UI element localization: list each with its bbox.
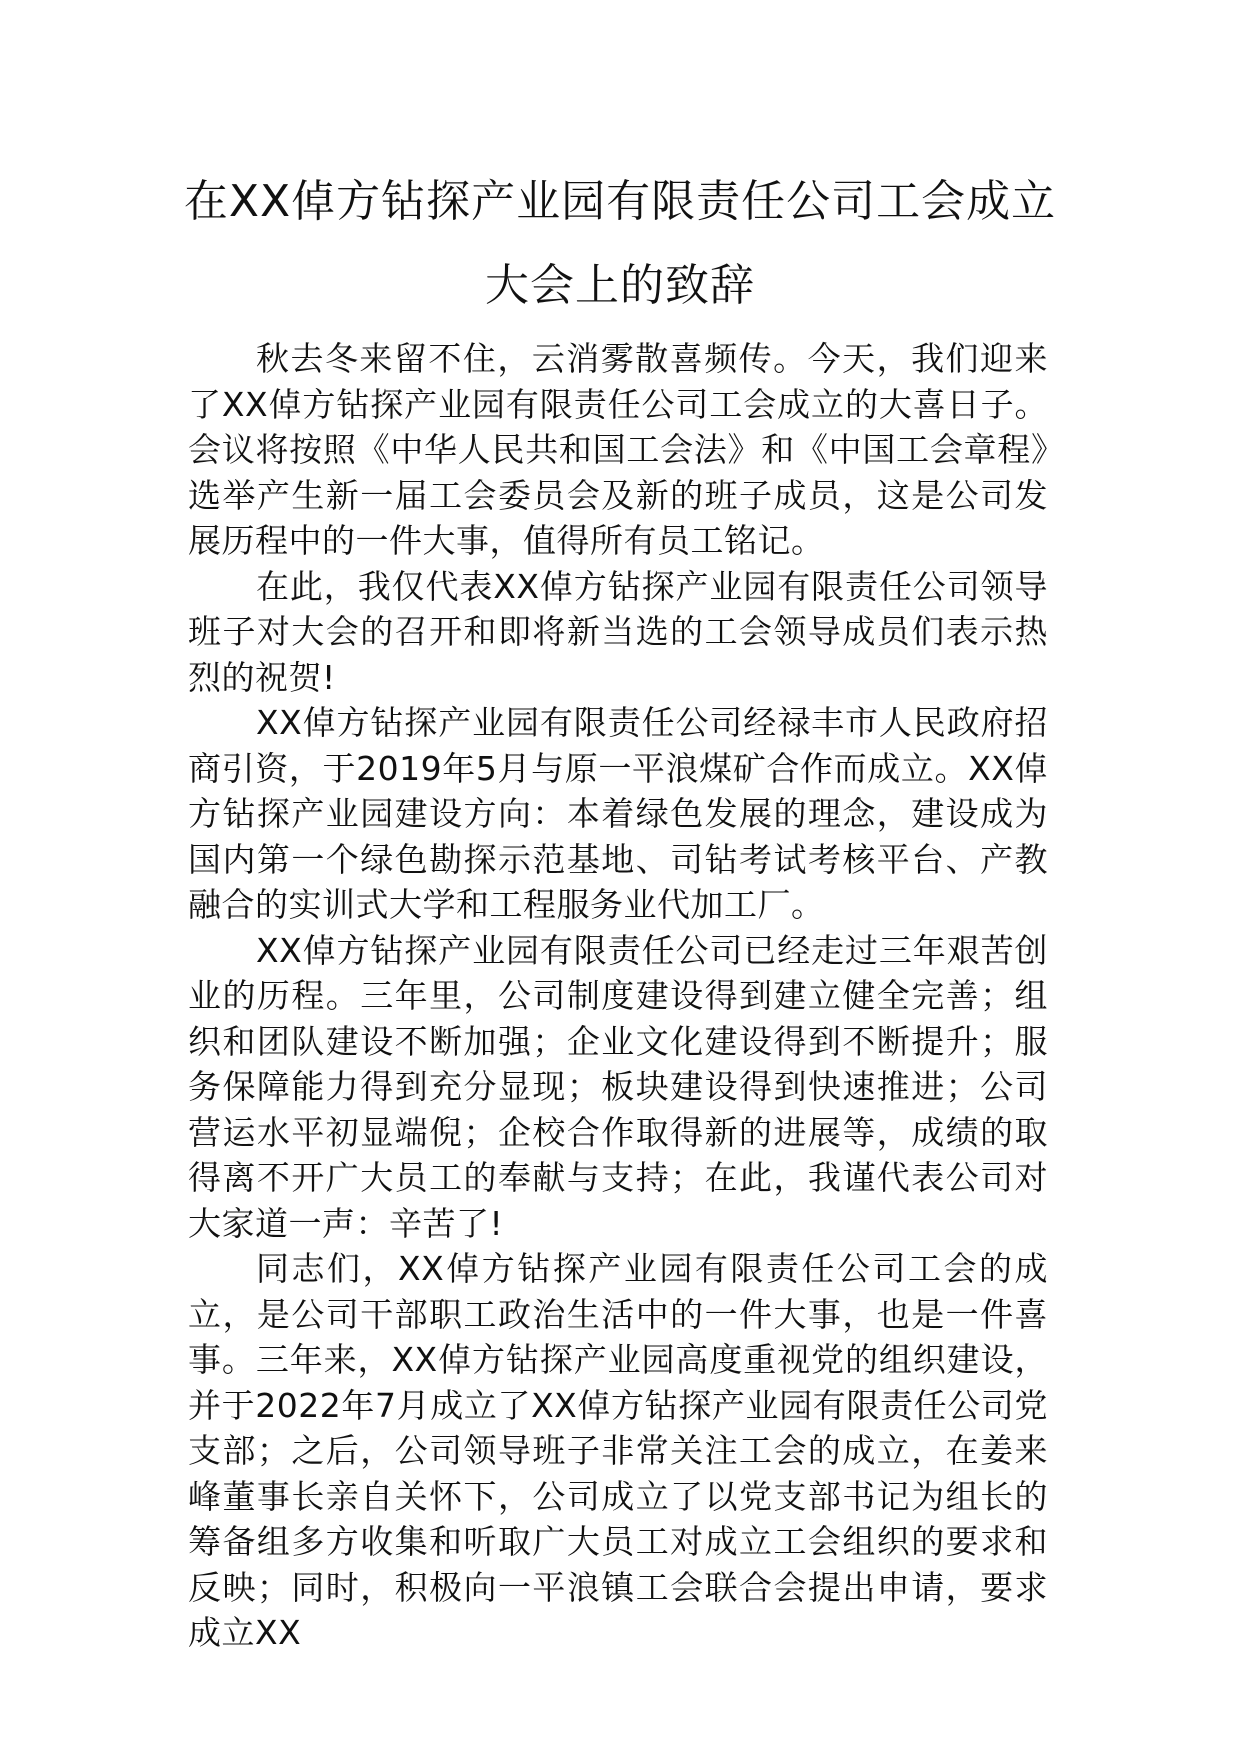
paragraph-5: 同志们，XX倬方钻探产业园有限责任公司工会的成立，是公司干部职工政治生活中的一件大事，也是一件喜事。三年来，XX倬方钻探产业园高度重视党的组织建设，并于2022年7月成立了XX倬方钻探产业园有限责任公司党支部；之后，公司领导班子非常关注工会的成立，在姜来峰董事长亲自关怀下，公司成立了以党支部书记为组长的筹备组多方收集和听取广大员工对成立工会组织的要求和反映；同时，积极向一平浪镇工会联合会提出申请，要求成立XX — [188, 1249, 1048, 1652]
paragraph-1: 秋去冬来留不住，云消雾散喜频传。今天，我们迎来了XX倬方钻探产业园有限责任公司工会成立的大喜日子。会议将按照《中华人民共和国工会法》和《中国工会章程》选举产生新一届工会委员会及新的班子成员，这是公司发展历程中的一件大事，值得所有员工铭记。 — [188, 339, 1048, 560]
document-title: 在XX倬方钻探产业园有限责任公司工会成立大会上的致辞 — [183, 176, 1057, 311]
paragraph-4: XX倬方钻探产业园有限责任公司已经走过三年艰苦创业的历程。三年里，公司制度建设得到建立健全完善；组织和团队建设不断加强；企业文化建设得到不断提升；服务保障能力得到充分显现；板块建设得到快速推进；公司营运水平初显端倪；企校合作取得新的进展等，成绩的取得离不开广大员工的奉献与支持；在此，我谨代表公司对大家道一声：辛苦了! — [188, 930, 1048, 1243]
paragraph-3: XX倬方钻探产业园有限责任公司经禄丰市人民政府招商引资，于2019年5月与原一平浪煤矿合作而成立。XX倬方钻探产业园建设方向：本着绿色发展的理念，建设成为国内第一个绿色勘探示范基地、司钻考试考核平台、产教融合的实训式大学和工程服务业代加工厂。 — [188, 703, 1048, 924]
paragraph-2: 在此，我仅代表XX倬方钻探产业园有限责任公司领导班子对大会的召开和即将新当选的工会领导成员们表示热烈的祝贺! — [188, 566, 1048, 697]
document-body — [188, 336, 1048, 1656]
